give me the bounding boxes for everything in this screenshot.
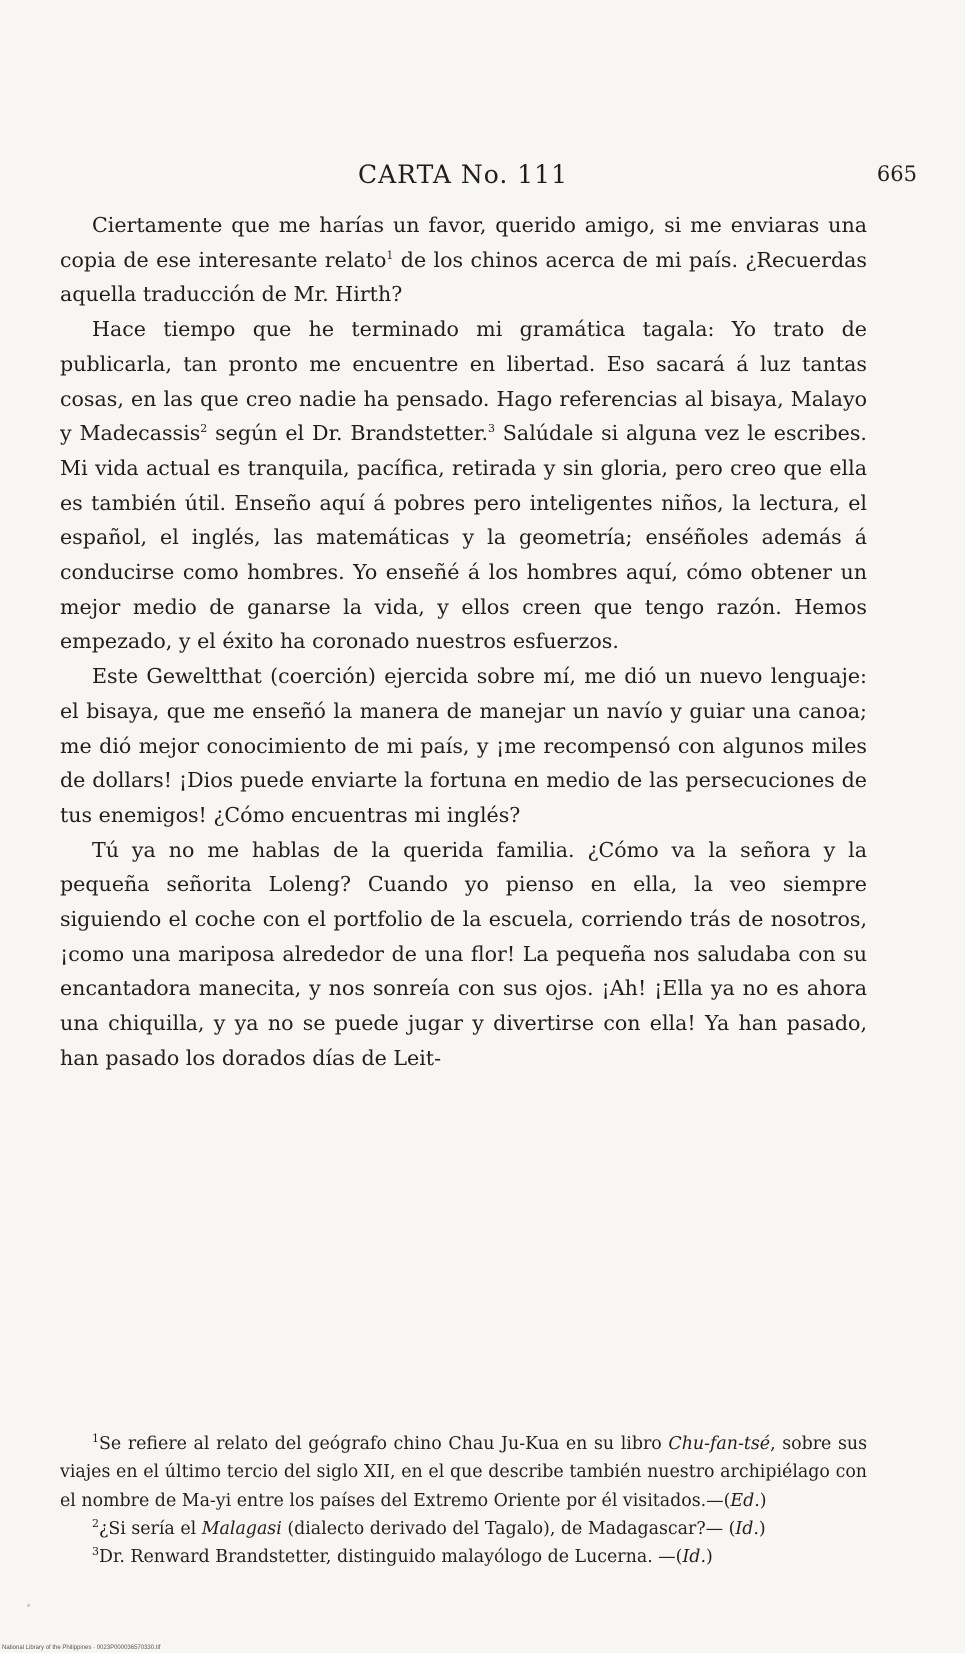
paragraph-2-text-c: Salúdale si alguna vez le escribes. Mi vida actual es tranquila, pacífica, retirada y sin gloria, pero creo que ella es también útil. Enseño aquí á pobres pero inteligentes niños, la lectura, el español, el inglés, las matemáticas y la geometría; enséñoles además á conducirse como hombres. Yo enseñé á los hombres aquí, cómo obtener un mejor medio de ganarse la vida, y ellos creen que tengo razón. Hemos empezado, y el éxito ha coronado nuestros esfuerzos. bbox=[60, 421, 867, 654]
letter-body bbox=[60, 208, 867, 1076]
margin-speck bbox=[27, 1604, 30, 1607]
paragraph-2 bbox=[60, 312, 867, 659]
footnote-3-close: ) bbox=[705, 1547, 713, 1568]
page-header bbox=[60, 160, 917, 200]
footnote-3-id: Id. bbox=[682, 1547, 706, 1568]
footnote-3-text-a: Dr. Renward Brandstetter, distinguido malayólogo de Lucerna. —( bbox=[99, 1547, 683, 1568]
paragraph-1 bbox=[60, 208, 867, 312]
footnote-1-text-a: Se refiere al relato del geógrafo chino Chau Ju-Kua en su libro bbox=[99, 1434, 669, 1454]
paragraph-1-text-b: de los chinos acerca de mi país. ¿Recuerdas aquella traducción de Mr. Hirth? bbox=[60, 247, 867, 307]
running-title: CARTA No. 111 bbox=[358, 160, 568, 189]
footnote-2-text-a: ¿Si sería el bbox=[99, 1518, 202, 1539]
paragraph-3: Este Geweltthat (coerción) ejercida sobre mí, me dió un nuevo lenguaje: el bisaya, que me enseñó la manera de manejar un navío y guiar una canoa; me dió mejor conocimiento de mi país, y ¡me recompensó con algunos miles de dollars! ¡Dios puede enviarte la fortuna en medio de las persecuciones de tus enemigos! ¿Cómo encuentras mi inglés? bbox=[60, 664, 867, 827]
paragraph-1-text-a: Ciertamente que me harías un favor, querido amigo, si me enviaras una copia de ese interesante relato bbox=[60, 213, 867, 272]
library-stamp: National Library of the Philippines · 0023P000036570330.tif bbox=[2, 1645, 161, 1651]
page-number: 665 bbox=[876, 162, 917, 186]
paragraph-2-text-a: Hace tiempo que he terminado mi gramática tagala: Yo trato de publicarla, tan pronto me encuentre en libertad. Eso sacará á luz tantas cosas, en las que creo nadie ha pensado. Hago referencias al bisaya, Malayo y Madecassis bbox=[60, 317, 867, 446]
footnote-2-mark: 2 bbox=[92, 1517, 99, 1531]
footnote-1-editor: Ed. bbox=[730, 1490, 760, 1511]
footnote-2-close: ) bbox=[758, 1518, 766, 1539]
footnote-2-term: Malagasi bbox=[201, 1518, 282, 1539]
footnote-3 bbox=[60, 1543, 867, 1571]
footnote-3-mark: 3 bbox=[92, 1545, 99, 1559]
paragraph-4: Tú ya no me hablas de la querida familia. ¿Cómo va la señora y la pequeña señorita Loleng? Cuando yo pienso en ella, la veo siempre siguiendo el coche con el portfolio de la escuela, corriendo trás de nosotros, ¡como una mariposa alrededor de una flor! La pequeña nos saludaba con su encantadora manecita, y nos sonreía con sus ojos. ¡Ah! ¡Ella ya no es ahora una chiquilla, y ya no se puede jugar y divertirse con ella! Ya han pasado, han pasado los dorados días de Leit- bbox=[60, 837, 867, 1070]
footnote-ref-3: 3 bbox=[488, 422, 495, 436]
paragraph-2-text-b: según el Dr. Brandstetter. bbox=[207, 421, 488, 446]
footnote-ref-2: 2 bbox=[200, 422, 208, 436]
footnotes bbox=[60, 1430, 867, 1571]
footnote-1-mark: 1 bbox=[92, 1432, 99, 1446]
footnote-1-text-b: , sobre sus viajes en el último tercio del siglo XII, en el que describe también nuestro archipiélago con el nombre de Ma-yi entre los países del Extremo Oriente por él visitados.—( bbox=[60, 1434, 868, 1511]
footnote-1-book-title: Chu-fan-tsé bbox=[668, 1434, 771, 1454]
footnote-2-id: Id. bbox=[735, 1518, 759, 1539]
footnote-ref-1: 1 bbox=[386, 248, 394, 262]
footnote-2-text-b: (dialecto derivado del Tagalo), de Madagascar?— ( bbox=[281, 1518, 736, 1539]
footnote-2 bbox=[60, 1515, 867, 1543]
footnote-1 bbox=[60, 1430, 867, 1515]
footnote-1-close: ) bbox=[759, 1490, 767, 1511]
